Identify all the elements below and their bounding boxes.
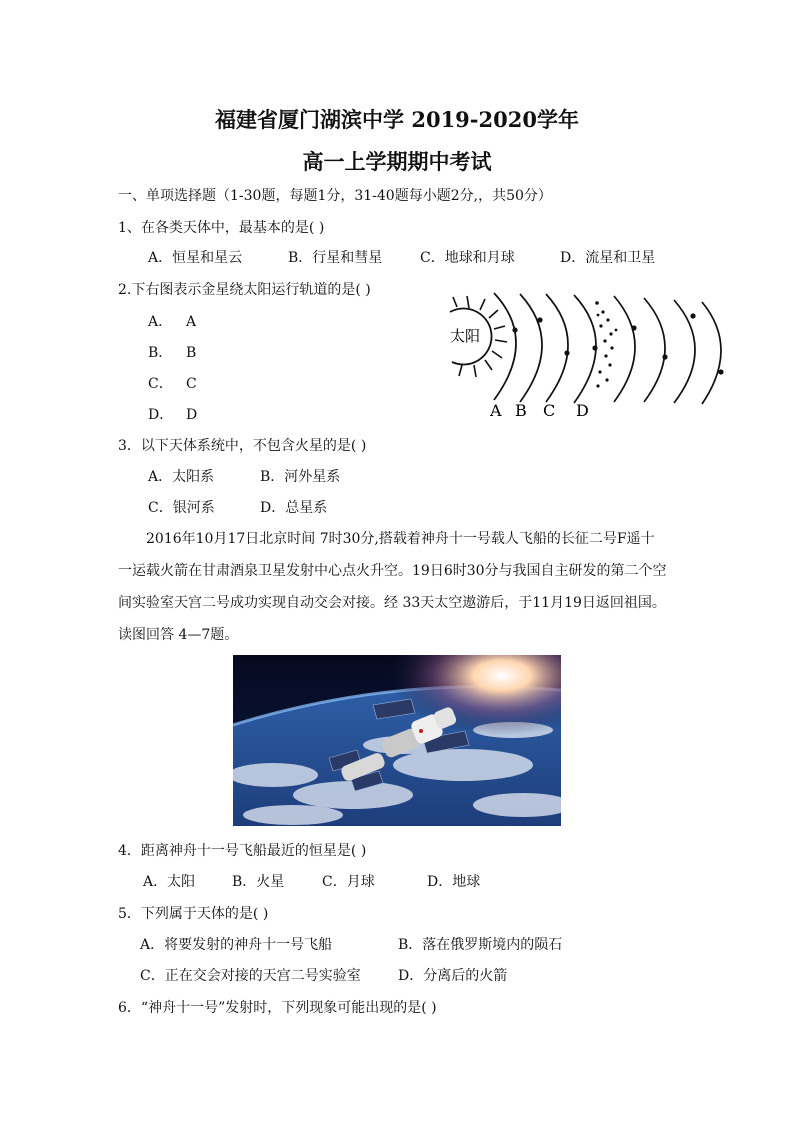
question-5-option-d: D．分离后的火箭	[398, 968, 508, 984]
exam-title: 福建省厦门湖滨中学 2019-2020学年	[215, 107, 579, 132]
option-letter: D．	[148, 407, 174, 423]
orbit-label-a: A	[490, 401, 502, 420]
question-3-option-a: A．太阳系	[148, 469, 215, 485]
orbit-h	[702, 302, 721, 404]
question-4-option-a: A．太阳	[143, 874, 196, 890]
option-value: B	[186, 345, 197, 361]
question-3-option-c: C．银河系	[148, 500, 215, 516]
orbit-f	[644, 298, 665, 402]
question-2-option-b	[148, 343, 196, 363]
question-1-option-a: A．恒星和星云	[148, 250, 243, 266]
question-4-option-d: D．地球	[427, 874, 481, 890]
orbit-planet-dots	[512, 313, 723, 374]
passage-line-2: 一运载火箭在甘肃酒泉卫星发射中心点火升空。19日6时30分与我国自主研发的第二个空	[118, 563, 667, 579]
question-4-option-b: B．火星	[232, 874, 285, 890]
passage-line-1: 2016年10月17日北京时间 7时30分,搭载着神舟十一号载人飞船的长征二号F遥十	[146, 531, 655, 547]
spacecraft-docking-photo	[233, 655, 561, 826]
question-2-option-c	[148, 374, 197, 394]
orbit-a	[494, 293, 516, 400]
question-5-option-b: B．落在俄罗斯境内的陨石	[398, 937, 563, 953]
option-value: C	[186, 376, 197, 392]
question-1-option-d: D．流星和卫星	[560, 250, 656, 266]
orbit-label-d: D	[576, 401, 589, 420]
question-2-option-a	[148, 312, 196, 332]
orbit-c	[546, 294, 568, 402]
question-6-stem: 6．“神舟十一号”发射时，下列现象可能出现的是( )	[118, 1000, 437, 1016]
question-2-stem: 2.下右图表示金星绕太阳运行轨道的是( )	[118, 282, 371, 298]
question-5-option-a: A．将要发射的神舟十一号飞船	[140, 937, 333, 953]
question-1-option-b: B．行星和彗星	[288, 250, 383, 266]
sun-label: 太阳	[450, 327, 481, 345]
orbit-diagram	[440, 290, 740, 420]
question-3-option-b: B．河外星系	[260, 469, 341, 485]
question-1-stem: 1、在各类天体中，最基本的是( )	[118, 220, 325, 236]
question-3-option-d: D．总星系	[260, 500, 328, 516]
option-value: D	[186, 407, 198, 423]
question-2-option-d	[148, 405, 197, 425]
exam-subtitle: 高一上学期期中考试	[302, 149, 492, 174]
orbit-b	[520, 294, 542, 402]
question-4-stem: 4．距离神舟十一号飞船最近的恒星是( )	[118, 843, 367, 859]
option-letter: A．	[148, 314, 173, 330]
option-letter: C．	[148, 376, 173, 392]
question-5-stem: 5．下列属于天体的是( )	[118, 906, 269, 922]
option-letter: B．	[148, 345, 173, 361]
orbit-label-c: C	[543, 401, 556, 420]
question-4-option-c: C．月球	[322, 874, 375, 890]
option-value: A	[186, 314, 197, 330]
orbit-arcs	[494, 293, 721, 404]
orbit-label-b: B	[515, 401, 527, 420]
question-1-option-c: C．地球和月球	[420, 250, 515, 266]
asteroid-belt	[595, 301, 617, 387]
passage-line-3: 间实验室天宫二号成功实现自动交会对接。经 33天太空遨游后，于11月19日返回祖国。	[118, 595, 666, 611]
section-heading: 一、单项选择题（1-30题，每题1分，31-40题每小题2分,，共50分）	[118, 188, 552, 204]
orbit-e	[614, 296, 635, 402]
passage-line-4: 读图回答 4—7题。	[118, 627, 239, 643]
question-3-stem: 3．以下天体系统中，不包含火星的是( )	[118, 438, 367, 454]
question-5-option-c: C．正在交会对接的天宫二号实验室	[140, 968, 361, 984]
